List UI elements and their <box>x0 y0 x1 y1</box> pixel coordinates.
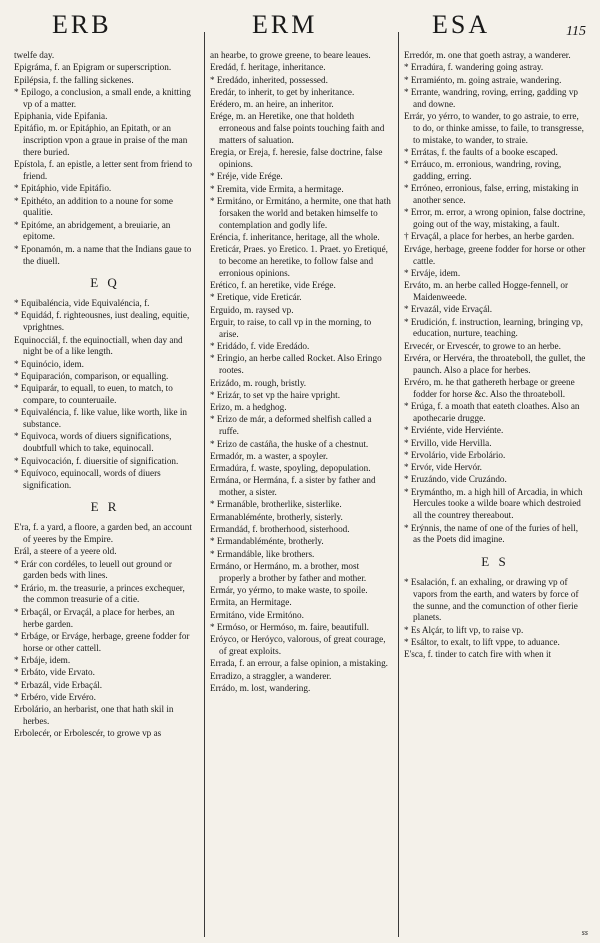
dictionary-entry: * Erizo de castáña, the huske of a chestnut. <box>210 438 369 449</box>
signature-mark: ss <box>581 928 588 937</box>
dictionary-entry: Ermandád, f. brotherhood, sisterhood. <box>210 524 350 535</box>
dictionary-entry: * Ervór, vide Hervór. <box>404 462 482 473</box>
dictionary-entry: Epístola, f. an epistle, a letter sent from friend to friend. <box>14 159 193 181</box>
dictionary-entry: Erredór, m. one that goeth astray, a wanderer. <box>404 50 571 60</box>
dictionary-entry: Ermadór, m. a waster, a spoyler. <box>210 450 328 461</box>
dictionary-entry: Erguir, to raise, to call vp in the morning, to arise. <box>210 317 372 339</box>
dictionary-entry: * Erbéro, vide Ervéro. <box>14 691 96 702</box>
dictionary-entry: Eredár, to inherit, to get by inheritance. <box>210 86 355 97</box>
dictionary-entry: * Erviénte, vide Herviénte. <box>404 425 504 436</box>
dictionary-entry: * Equivaléncia, f. like value, like worth, like in substance. <box>14 407 187 430</box>
dictionary-entry: * Equibaléncia, vide Equivaléncia, f. <box>14 298 150 309</box>
column-1 <box>14 50 196 741</box>
dictionary-entry: * Ermandabléménte, brotherly. <box>210 536 324 547</box>
dictionary-entry: * Erizo de már, a deformed shelfish called a ruffe. <box>210 414 372 437</box>
dictionary-entry: * Erradúra, f. wandering going astray. <box>404 62 544 73</box>
dictionary-entry: an hearbe, to growe greene, to beare leaues. <box>210 50 371 60</box>
dictionary-entry: Ereticár, Praes. yo Eretico. 1. Praet. yo Eretiqué, to become an heretike, to follow false and erronious opinions. <box>210 244 388 278</box>
dictionary-entry: Ermána, or Hermána, f. a sister by father and mother, a sister. <box>210 475 376 498</box>
dictionary-entry: * Equiparación, comparison, or equalling. <box>14 370 169 381</box>
dictionary-entry: Epigráma, f. an Epigram or superscription. <box>14 62 172 73</box>
dictionary-entry: Ermitáno, vide Ermitóno. <box>210 609 304 620</box>
dictionary-entry: Ermanabléménte, brotherly, sisterly. <box>210 511 343 522</box>
dictionary-entry: * Erudición, f. instruction, learning, bringing vp, education, nurture, teaching. <box>404 316 583 339</box>
dictionary-entry: * Ermóso, or Hermóso, m. faire, beautifull. <box>210 621 369 632</box>
dictionary-entry: * Ermanáble, brotherlike, sisterlike. <box>210 499 342 510</box>
dictionary-entry: * Eridádo, f. vide Eredádo. <box>210 341 310 352</box>
dictionary-entry: * Erbaçál, or Ervaçál, a place for herbes, an herbe garden. <box>14 606 175 629</box>
section-heading: E R <box>90 499 120 515</box>
dictionary-entry: * Eringio, an herbe called Rocket. Also Eringo rootes. <box>210 353 382 376</box>
dictionary-entry: * Ervillo, vide Hervilla. <box>404 437 492 448</box>
dictionary-entry: Epiphania, vide Epifania. <box>14 110 108 121</box>
dictionary-entry: * Ervazál, vide Ervaçál. <box>404 304 492 315</box>
dictionary-entry: Erizádo, m. rough, bristly. <box>210 377 307 388</box>
dictionary-entry: Ermita, an Hermitage. <box>210 597 292 608</box>
dictionary-entry: * Equivocación, f. diuersitie of signification. <box>14 455 179 466</box>
dictionary-entry: * Equidád, f. righteousnes, iust dealing, equitie, vprightnes. <box>14 310 190 333</box>
dictionary-entry: * Erár con cordéles, to leuell out ground or garden beds with lines. <box>14 558 172 581</box>
dictionary-entry: * Errátas, f. the faults of a booke escaped. <box>404 146 558 157</box>
dictionary-entry: Errádo, m. lost, wandering. <box>210 682 311 693</box>
dictionary-entry: * Equiparár, to equall, to euen, to match, to compare, to counteruaile. <box>14 383 173 406</box>
dictionary-entry: * Errante, wandring, roving, erring, gadding vp and downe. <box>404 86 579 109</box>
running-head-center: ERM <box>252 10 318 39</box>
dictionary-entry: Eredád, f. heritage, inheritance. <box>210 62 326 73</box>
dictionary-entry: * Eremita, vide Ermita, a hermitage. <box>210 183 344 194</box>
dictionary-entry: * Erýnnis, the name of one of the furies of hell, as the Poets did imagine. <box>404 522 579 545</box>
dictionary-entry: * Es Alçár, to lift vp, to raise vp. <box>404 624 524 635</box>
dictionary-entry: twelfe day. <box>14 50 55 60</box>
dictionary-entry: Errár, yo yérro, to wander, to go astraie, to erre, to do, or thinke amisse, to faile, to transgresse, to mistake, to wander, to straie. <box>404 110 584 145</box>
dictionary-entry: * Erymántho, m. a high hill of Arcadia, in which Hercules tooke a wilde boare which destroied all the countrey thereabout. <box>404 486 583 521</box>
dictionary-entry: * Erário, m. the treasurie, a princes exchequer, the common treasurie of a citie. <box>14 582 185 605</box>
dictionary-entry: Eróyco, or Heróyco, valorous, of great courage, of great exploits. <box>210 634 386 657</box>
dictionary-entry: * Erramiénto, m. going astraie, wandering. <box>404 74 562 85</box>
dictionary-entry: * Erizár, to set vp the haire vpright. <box>210 389 341 400</box>
dictionary-entry: † Ervaçál, a place for herbes, an herbe garden. <box>404 231 575 242</box>
dictionary-entry: Erbolecér, or Erbolescér, to growe vp as <box>14 728 162 739</box>
column-rule-left <box>204 32 205 937</box>
dictionary-entry: Erváto, m. an herbe called Hogge-fennell, or Maidenweede. <box>404 280 569 302</box>
dictionary-entry: * Eruzándo, vide Cruzándo. <box>404 474 507 485</box>
dictionary-entry: * Erúga, f. a moath that eateth cloathes. Also an apothecarie drugge. <box>404 401 580 423</box>
dictionary-entry: Epitáfio, m. or Epitáphio, an Epitath, or an inscription vpon a graue in praise of the man there buried. <box>14 123 188 157</box>
dictionary-entry: * Epitóme, an abridgement, a breuiarie, an epitome. <box>14 219 171 242</box>
dictionary-entry: * Epilogo, a conclusion, a small ende, a knitting vp of a matter. <box>14 86 191 109</box>
dictionary-entry: * Esalación, f. an exhaling, or drawing vp of vapors from the earth, and waters by force of the sunne, and the comunction of other fierie planets. <box>404 576 579 623</box>
dictionary-entry: Eréncia, f. inheritance, heritage, all the whole. <box>210 231 380 242</box>
dictionary-entry: * Ervolário, vide Erbolário. <box>404 449 506 460</box>
dictionary-entry: Ervéra, or Hervéra, the throateboll, the gullet, the paunch. Also a place for herbes. <box>404 352 586 375</box>
page-number: 115 <box>566 24 586 39</box>
column-rule-right <box>398 32 399 937</box>
dictionary-entry: * Equinócio, idem. <box>14 358 84 369</box>
dictionary-entry: * Eretique, vide Ereticár. <box>210 292 302 303</box>
column-3 <box>404 50 586 662</box>
dictionary-entry: Erége, m. an Heretike, one that holdeth erroneous and false points touching faith and matters of saluation. <box>210 111 385 146</box>
dictionary-entry: E'sca, f. tinder to catch fire with when it <box>404 649 552 660</box>
dictionary-entry: Erváge, herbage, greene fodder for horse or other cattle. <box>404 243 586 266</box>
dictionary-entry: * Equivoca, words of diuers significations, doubtfull which to take, equinocall. <box>14 431 172 454</box>
dictionary-entry: * Erbáge, or Erváge, herbage, greene fodder for horse or other cattell. <box>14 630 190 653</box>
dictionary-entry: Ermáno, or Hermáno, m. a brother, most properly a brother by father and mother. <box>210 560 367 583</box>
dictionary-entry: * Erbazál, vide Erbaçál. <box>14 679 102 690</box>
dictionary-entry: * Erbáto, vide Ervato. <box>14 667 95 678</box>
dictionary-entry: * Epithéto, an addition to a noune for some qualitie. <box>14 195 173 218</box>
dictionary-entry: Ermadúra, f. waste, spoyling, depopulation. <box>210 463 371 474</box>
dictionary-entry: Erético, f. an heretike, vide Erége. <box>210 280 336 291</box>
dictionary-entry: Ermár, yo yérmo, to make waste, to spoile. <box>210 585 368 596</box>
dictionary-entry: * Ermandáble, like brothers. <box>210 548 315 559</box>
dictionary-entry: * Equívoco, equinocall, words of diuers signification. <box>14 467 161 490</box>
section-heading: E Q <box>90 275 120 291</box>
dictionary-entry: * Erróneo, erronious, false, erring, mistaking in another sence. <box>404 183 579 206</box>
dictionary-entry: Ervecér, or Ervescér, to growe to an herbe. <box>404 340 561 351</box>
dictionary-entry: Erguido, m. raysed vp. <box>210 304 294 315</box>
dictionary-entry: Erbolário, an herbarist, one that hath skil in herbes. <box>14 704 174 726</box>
running-head-right: ESA <box>432 10 491 39</box>
dictionary-entry: Erál, a steere of a yeere old. <box>14 546 117 557</box>
dictionary-entry: * Eréje, vide Erége. <box>210 171 283 182</box>
column-2 <box>210 50 392 695</box>
dictionary-entry: * Eredádo, inherited, possessed. <box>210 74 328 85</box>
dictionary-entry: Equinocciál, f. the equinoctiall, when day and night be of a like length. <box>14 334 183 357</box>
dictionary-entry: * Erráuco, m. erronious, wandring, roving, gadding, erring. <box>404 159 562 181</box>
dictionary-entry: Erizo, m. a hedghog. <box>210 402 287 413</box>
dictionary-entry: Erédero, m. an heire, an inheritor. <box>210 99 334 110</box>
dictionary-entry: * Ermitáno, or Ermitáno, a hermite, one that hath forsaken the world and betaken himselfe to contemplation and godly life. <box>210 196 391 230</box>
dictionary-entry: * Error, m. error, a wrong opinion, false doctrine, going out of the way, mistaking, a fault. <box>404 207 586 230</box>
dictionary-entry: Erradizo, a straggler, a wanderer. <box>210 670 332 681</box>
dictionary-entry: Ervéro, m. he that gathereth herbage or greene fodder for horse &c. Also the throateboll. <box>404 377 575 399</box>
dictionary-entry: * Esáltor, to exalt, to lift vppe, to aduance. <box>404 636 560 647</box>
dictionary-entry: Epilépsia, f. the falling sickenes. <box>14 74 134 85</box>
page-header <box>0 0 600 48</box>
dictionary-entry: * Erbáje, idem. <box>14 654 71 665</box>
dictionary-entry: E'ra, f. a yard, a floore, a garden bed, an account of yeeres by the Empire. <box>14 522 192 544</box>
running-head-left: ERB <box>52 10 112 39</box>
section-heading: E S <box>481 554 509 570</box>
dictionary-entry: * Eponamón, m. a name that the Indians gaue to the diuell. <box>14 243 192 266</box>
dictionary-entry: Errada, f. an errour, a false opinion, a mistaking. <box>210 658 388 669</box>
dictionary-entry: * Epitáphio, vide Epitáfio. <box>14 183 112 194</box>
dictionary-entry: * Erváje, idem. <box>404 267 461 278</box>
dictionary-entry: Eregia, or Ereja, f. heresie, false doctrine, false opinions. <box>210 147 383 170</box>
